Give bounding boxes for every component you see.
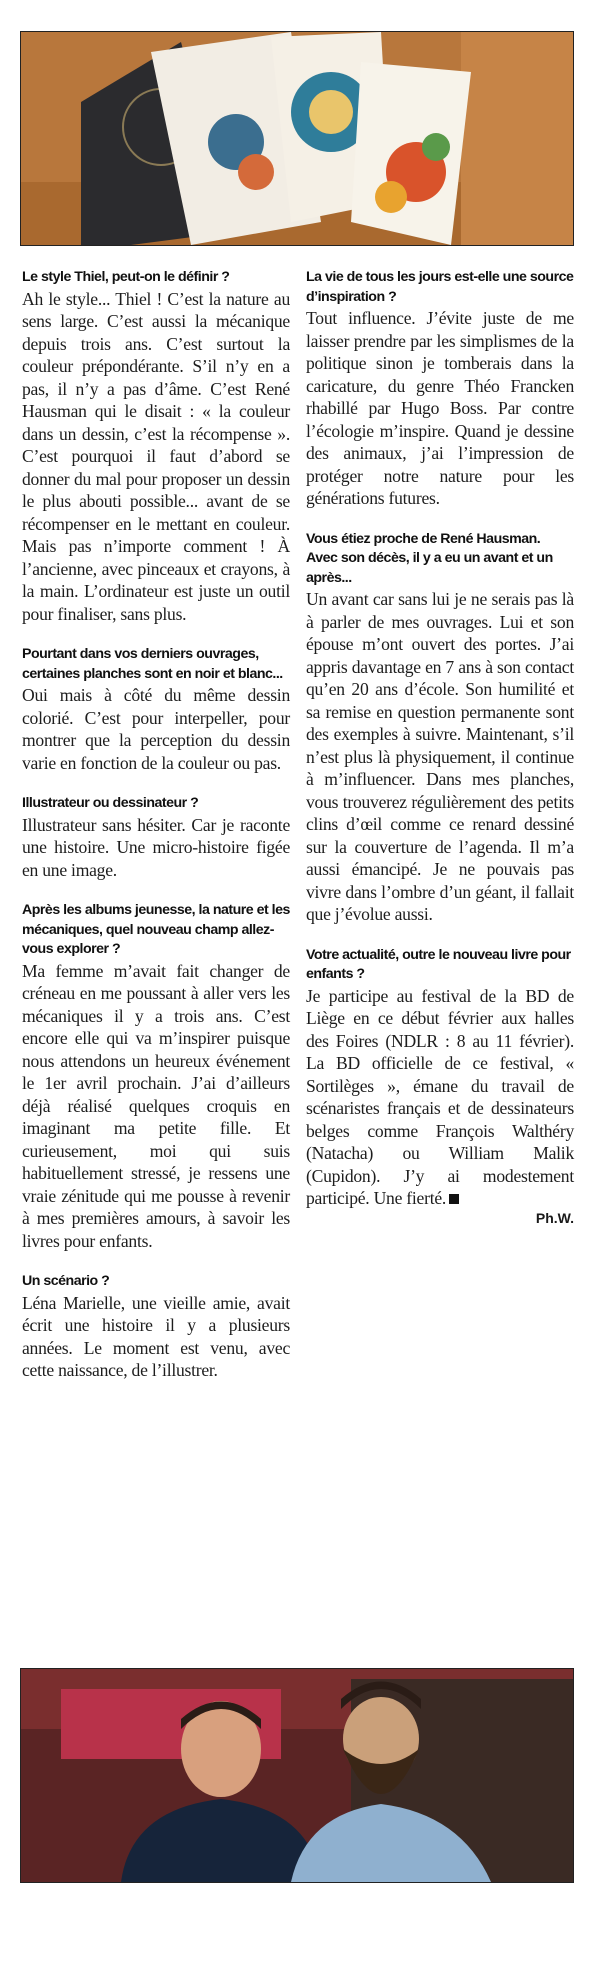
end-of-article-icon (449, 1194, 459, 1204)
answer: Tout influence. J’évite juste de me laisser prendre par les simplismes de la politique sinon je tomberais dans la caricature, du genre Théo Francken rhabillé par Hugo Boss. Par contre l’écologie m’inspire. Quand je dessine des animaux, j’ai l’impression de protéger notre nature pour les générations futures. (306, 308, 574, 508)
question: Un scénario ? (22, 1273, 110, 1289)
question: Illustrateur ou dessinateur ? (22, 795, 199, 811)
answer (306, 985, 574, 1210)
answer: Léna Marielle, une vieille amie, avait écrit une histoire il y a plusieurs années. Le moment est venu, avec cette naissance, de l’illustrer. (22, 1292, 290, 1380)
answer: Illustrateur sans hésiter. Car je raconte une histoire. Une micro-histoire figée en une image. (22, 814, 290, 880)
question: Vous étiez proche de René Hausman. Avec son décès, il y a eu un avant et un après... (306, 530, 553, 586)
answer: Ma femme m’avait fait changer de créneau en me poussant à aller vers les mécaniques il y a trois ans. C’est encore elle qui va m’inspirer puisque nous attendons un heureux événement le 1er avril prochain. J’ai d’ailleurs déjà réalisé quelques croquis en imaginant ma petite fille. Et curieusement, moi qui suis habituellement stressé, je ressens une vraie zénitude qui me pousse à revenir à mes premières amours, à savoir les livres pour enfants. (22, 960, 290, 1251)
photo-portrait (20, 1668, 574, 1883)
portrait-illustration (21, 1669, 573, 1882)
answer: Un avant car sans lui je ne serais pas là à parler de mes ouvrages. Lui et son épouse m’ont ouvert des portes. J’ai appris davantage en 7 ans à son contact qu’en 20 ans d’école. Son humilité et sa remise en question permanente sont des exemples à suivre. Maintenant, s’il n’est plus là physiquement, il continue à m’influencer. Dans mes planches, vous trouverez régulièrement des petits clins d’œil comme ce renard dessiné sur la couverture de l’agenda. Il m’a aussi émancipé. Je ne pouvais pas vivre dans l’ombre d’un géant, il fallait que j’évolue aussi. (306, 589, 574, 924)
question: Votre actualité, outre le nouveau livre pour enfants ? (306, 946, 571, 982)
question: Après les albums jeunesse, la nature et les mécaniques, quel nouveau champ allez-vous explorer ? (22, 902, 290, 957)
right-column (306, 268, 574, 1226)
left-column (22, 268, 290, 1402)
photo-books (20, 31, 574, 246)
question: Pourtant dans vos derniers ouvrages, certaines planches sont en noir et blanc... (22, 646, 283, 682)
books-illustration (21, 32, 573, 245)
answer: Ah le style... Thiel ! C’est la nature au sens large. C’est aussi la mécanique depuis trois ans. C’est surtout la couleur prépondérante. S’il n’y en a pas, il n’y a pas d’âme. C’est René Hausman qui le disait : « la couleur dans un dessin, c’est la récompense ». C’est pourquoi il faut d’abord se donner du mal pour proposer un dessin le plus abouti possible... avant de se récompenser en le mettant en couleur. Mais pas n’importe comment ! À l’ancienne, avec pinceaux et crayons, à la main. L’ordinateur est juste un outil pour finaliser, sans plus. (22, 288, 290, 624)
answer-text: Je participe au festival de la BD de Liège en ce début février aux halles des Foires (NDLR : 8 au 11 février). La BD officielle de ce festival, « Sortilèges », émane du travail de scénaristes français et de dessinateurs belges comme François Walthéry (Natacha) ou William Malik (Cupidon). J’y ai modestement participé. Une fierté. (306, 985, 574, 1208)
question: La vie de tous les jours est-elle une source d’inspiration ? (306, 269, 574, 305)
author-signature: Ph.W. (535, 1209, 574, 1226)
question: Le style Thiel, peut-on le définir ? (22, 269, 230, 285)
answer: Oui mais à côté du même dessin colorié. C’est pour interpeller, pour montrer que la perception du dessin varie en fonction de la couleur ou pas. (22, 685, 290, 773)
